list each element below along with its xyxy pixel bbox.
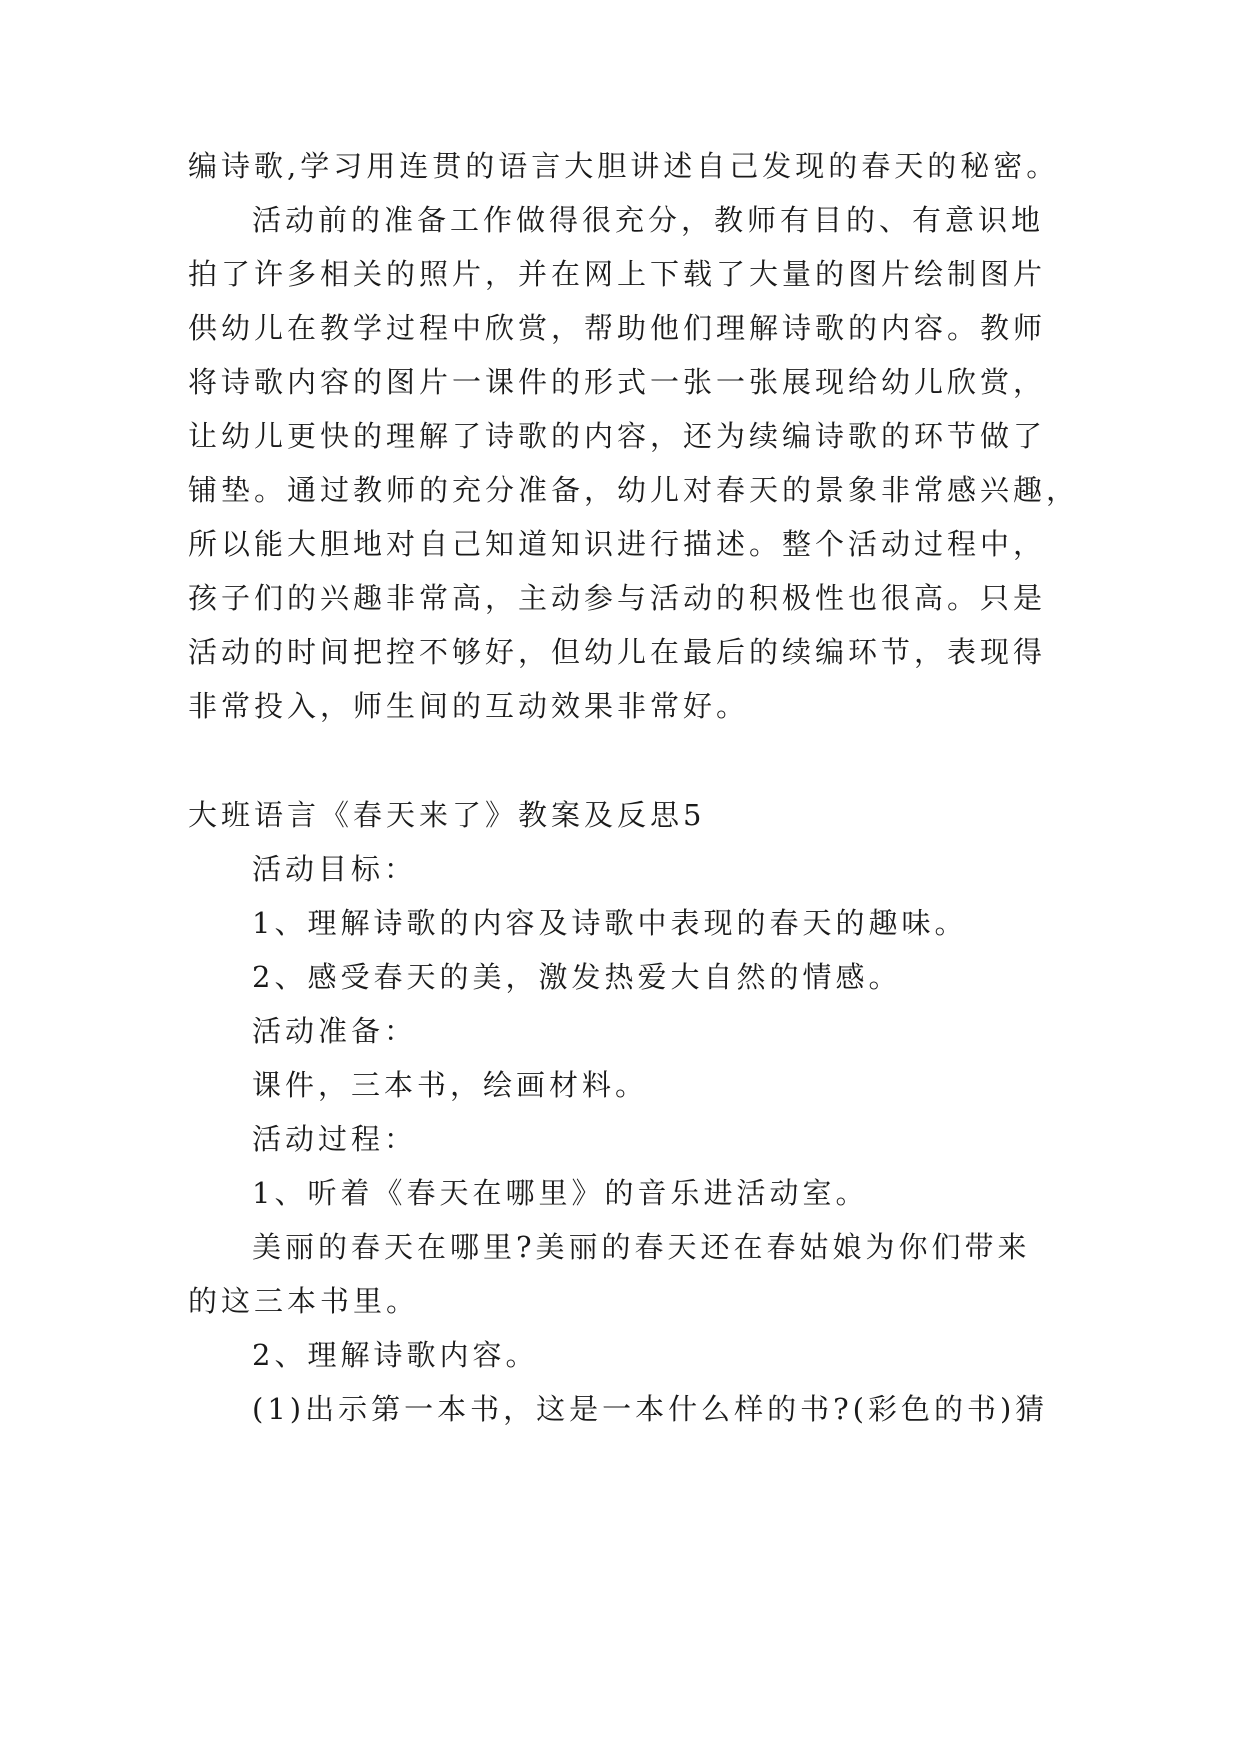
paragraph-line: 课件，三本书，绘画材料。 (252, 1068, 649, 1102)
paragraph-line: 活动前的准备工作做得很充分，教师有目的、有意识地 (252, 203, 1045, 237)
paragraph-line: 让幼儿更快的理解了诗歌的内容，还为续编诗歌的环节做了 (188, 419, 1047, 453)
paragraph-line: 编诗歌,学习用连贯的语言大胆讲述自己发现的春天的秘密。 (188, 149, 1060, 183)
paragraph-line: (1)出示第一本书，这是一本什么样的书?(彩色的书)猜 (252, 1392, 1049, 1426)
paragraph-line: 2、理解诗歌内容。 (252, 1338, 539, 1372)
paragraph-line: 孩子们的兴趣非常高，主动参与活动的积极性也很高。只是 (188, 581, 1047, 615)
paragraph-line: 活动过程： (252, 1122, 418, 1156)
paragraph-line: 拍了许多相关的照片，并在网上下载了大量的图片绘制图片 (188, 257, 1047, 291)
paragraph-line: 1、理解诗歌的内容及诗歌中表现的春天的趣味。 (252, 906, 968, 940)
paragraph-line: 供幼儿在教学过程中欣赏，帮助他们理解诗歌的内容。教师 (188, 311, 1047, 345)
paragraph-line: 的这三本书里。 (188, 1284, 420, 1318)
section-heading: 大班语言《春天来了》教案及反思5 (188, 798, 706, 832)
paragraph-line: 1、听着《春天在哪里》的音乐进活动室。 (252, 1176, 869, 1210)
paragraph-line: 活动准备： (252, 1014, 418, 1048)
paragraph-line: 将诗歌内容的图片一课件的形式一张一张展现给幼儿欣赏， (188, 365, 1047, 399)
paragraph-line: 活动目标： (252, 852, 418, 886)
paragraph-line: 活动的时间把控不够好，但幼儿在最后的续编环节，表现得 (188, 635, 1047, 669)
paragraph-line: 美丽的春天在哪里?美丽的春天还在春姑娘为你们带来 (252, 1230, 1031, 1264)
paragraph-line: 铺垫。通过教师的充分准备，幼儿对春天的景象非常感兴趣， (188, 473, 1080, 507)
paragraph-line: 2、感受春天的美，激发热爱大自然的情感。 (252, 960, 902, 994)
paragraph-line: 非常投入，师生间的互动效果非常好。 (188, 689, 750, 723)
paragraph-line: 所以能大胆地对自己知道知识进行描述。整个活动过程中， (188, 527, 1047, 561)
